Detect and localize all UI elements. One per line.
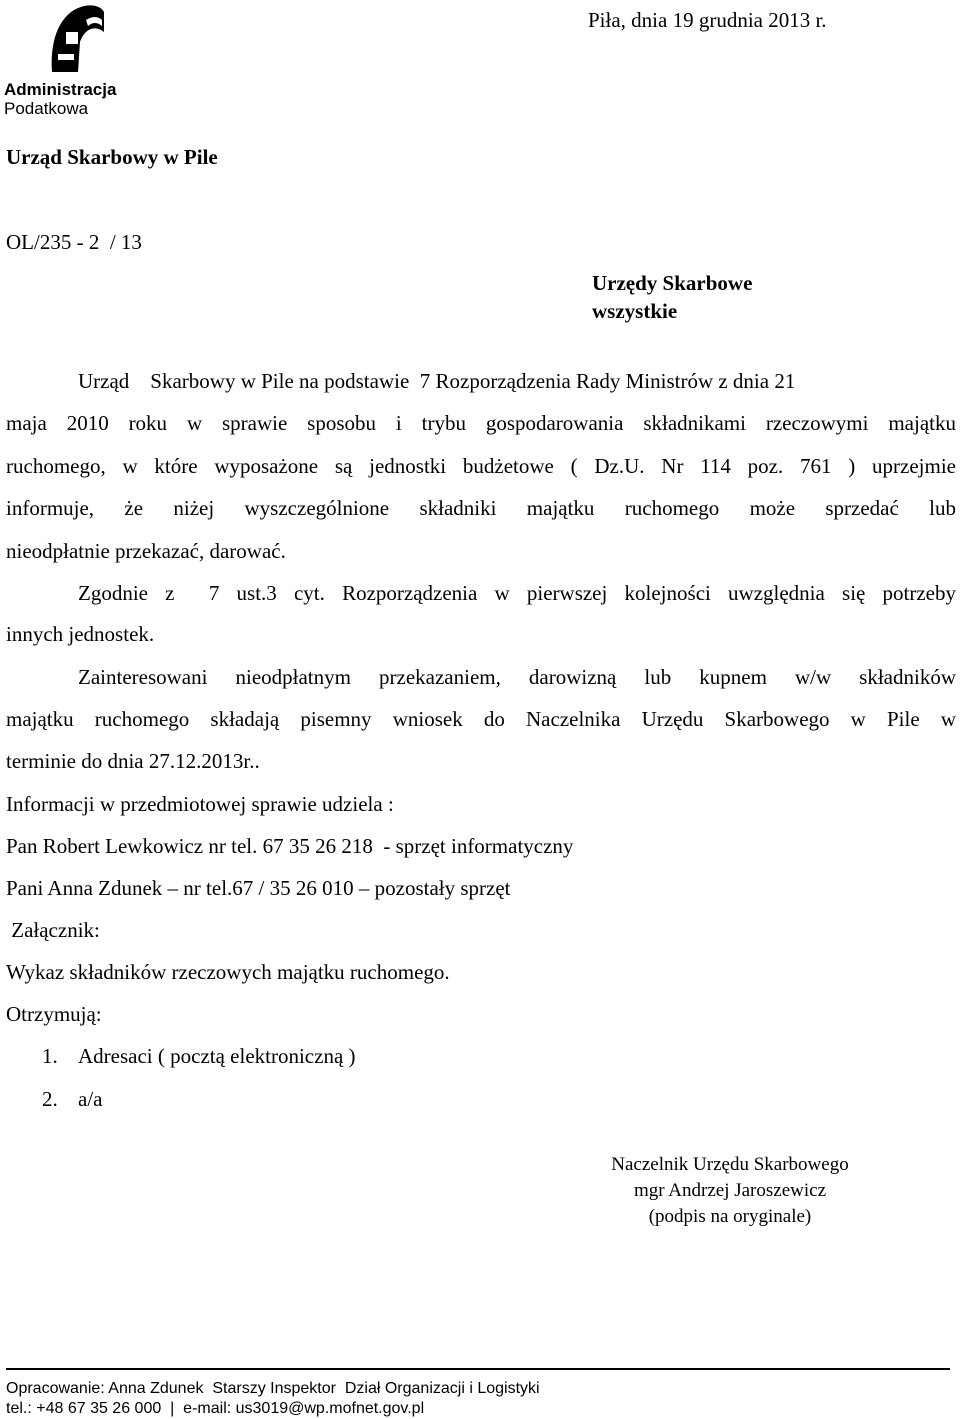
footer-line1: Opracowanie: Anna Zdunek Starszy Inspektor Dział Organizacji i Logistyki: [6, 1380, 540, 1397]
signature-title: Naczelnik Urzędu Skarbowego: [611, 1154, 849, 1175]
footer-divider: [6, 1368, 950, 1370]
place-date: Piła, dnia 19 grudnia 2013 r.: [588, 8, 827, 32]
administracja-podatkowa-logo: [4, 2, 144, 74]
para1-line1: Urząd Skarbowy w Pile na podstawie 7 Rozporządzenia Rady Ministrów z dnia 21: [78, 369, 796, 393]
reference-number: OL/235 - 2 / 13: [6, 230, 142, 254]
para1-line5: nieodpłatnie przekazać, darować.: [6, 539, 286, 563]
contact-2: Pani Anna Zdunek – nr tel.67 / 35 26 010 – pozostały sprzęt: [6, 876, 511, 900]
recipients-label: Otrzymują:: [6, 1002, 102, 1026]
recipient-line2: wszystkie: [592, 299, 678, 323]
logo-text-line1: Administracja: [4, 80, 117, 99]
para1-line2: maja 2010 roku w sprawie sposobu i trybu gospodarowania składnikami rzeczowymi majątku: [6, 411, 956, 435]
recipient-line1: Urzędy Skarbowe: [592, 271, 753, 295]
para2-line2: innych jednostek.: [6, 622, 155, 646]
signature-block: [560, 1152, 900, 1230]
office-name: Urząd Skarbowy w Pile: [6, 145, 218, 169]
para2-line1: Zgodnie z 7 ust.3 cyt. Rozporządzenia w pierwszej kolejności uwzględnia się potrzeby: [78, 581, 956, 605]
para1-line3: ruchomego, w które wyposażone są jednostki budżetowe ( Dz.U. Nr 114 poz. 761 ) uprzejmie: [6, 454, 956, 478]
info-label: Informacji w przedmiotowej sprawie udziela :: [6, 792, 394, 816]
recipient-text-2: a/a: [78, 1087, 103, 1111]
attachment-label: Załącznik:: [6, 918, 100, 942]
recipient-text-1: Adresaci ( pocztą elektroniczną ): [78, 1044, 356, 1068]
signature-note: (podpis na oryginale): [648, 1206, 812, 1227]
para3-line3: terminie do dnia 27.12.2013r..: [6, 749, 260, 773]
logo-text-line2: Podatkowa: [4, 99, 89, 118]
recipient-num-1: 1.: [42, 1044, 58, 1068]
contact-1: Pan Robert Lewkowicz nr tel. 67 35 26 218 - sprzęt informatyczny: [6, 834, 574, 858]
para1-line4: informuje, że niżej wyszczególnione składniki majątku ruchomego może sprzedać lub: [6, 496, 956, 520]
footer-line2: tel.: +48 67 35 26 000 | e-mail: us3019@wp.mofnet.gov.pl: [6, 1400, 425, 1417]
para3-line1: Zainteresowani nieodpłatnym przekazaniem, darowizną lub kupnem w/w składników: [78, 665, 956, 689]
para3-line2: majątku ruchomego składają pisemny wniosek do Naczelnika Urzędu Skarbowego w Pile w: [6, 707, 956, 731]
signature-name: mgr Andrzej Jaroszewicz: [633, 1180, 827, 1201]
attachment-text: Wykaz składników rzeczowych majątku ruchomego.: [6, 960, 450, 984]
recipient-num-2: 2.: [42, 1087, 58, 1111]
